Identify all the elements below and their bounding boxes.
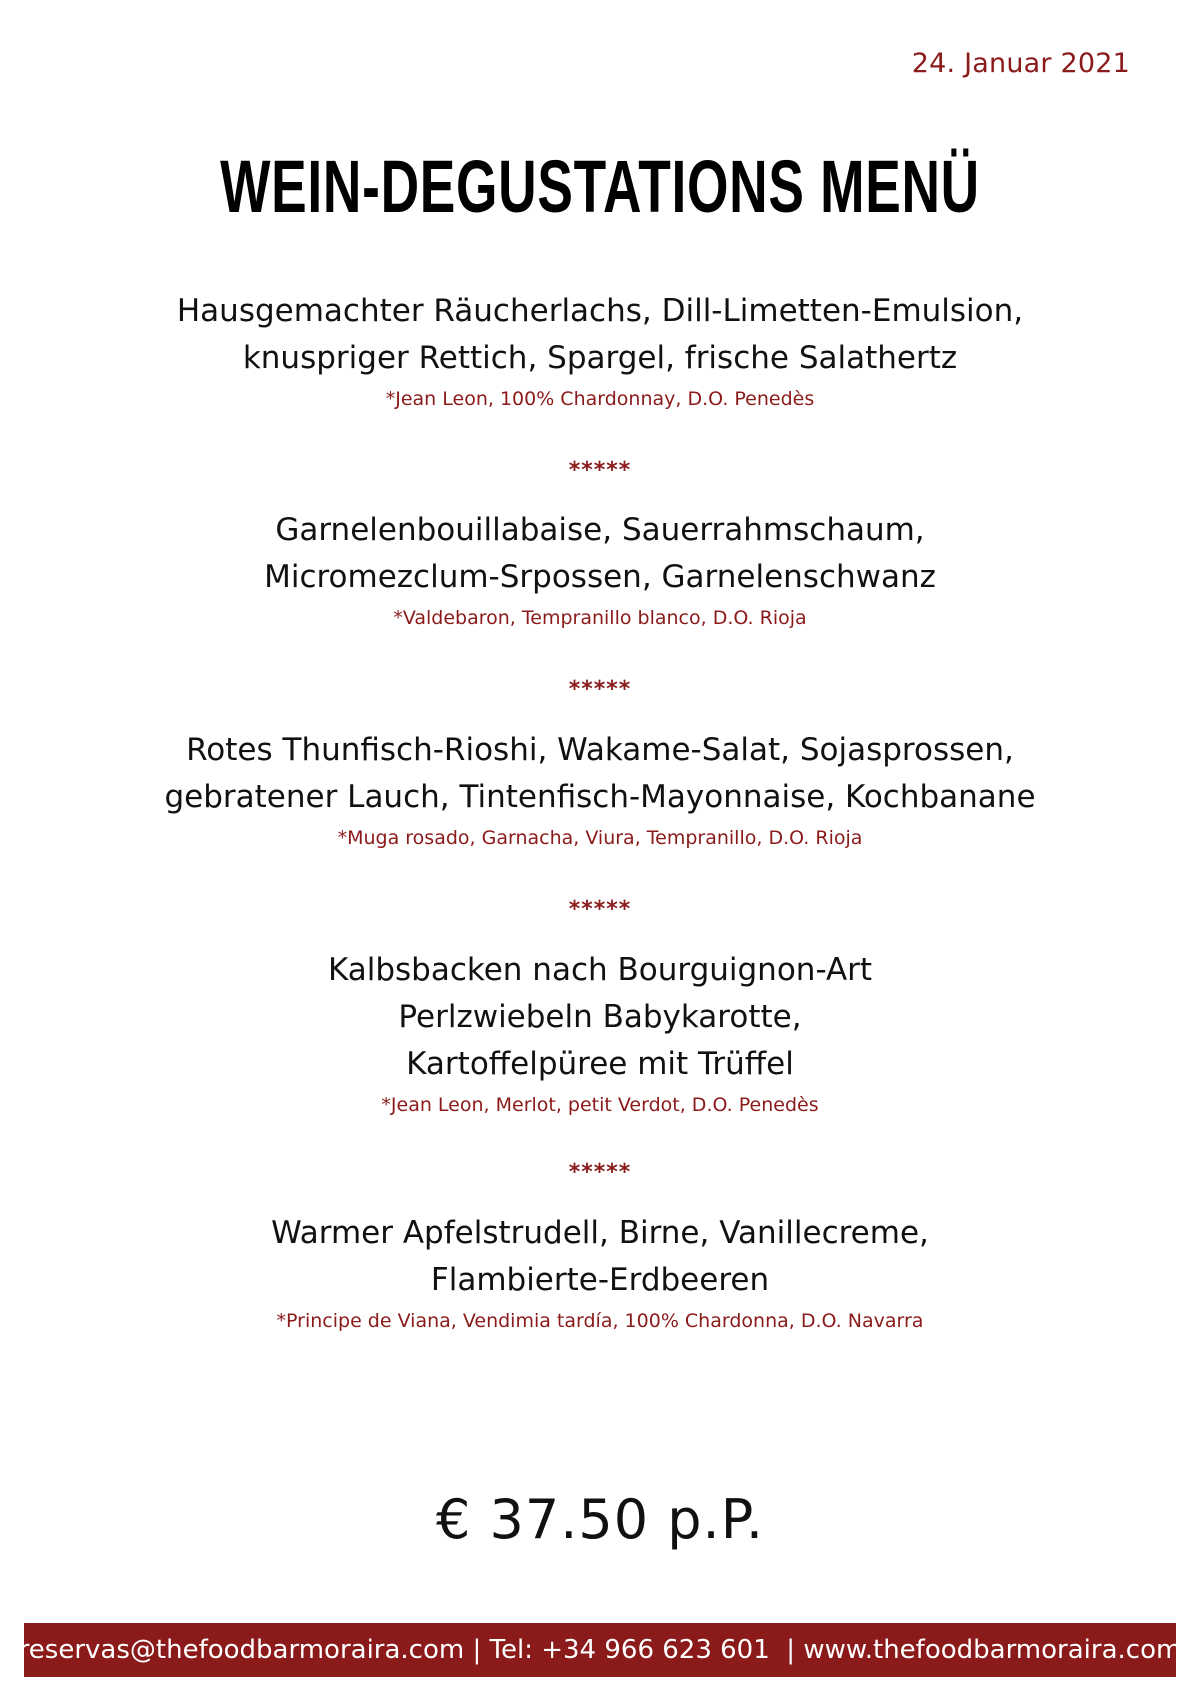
course-1 [0,288,1200,410]
dish-line: Perlzwiebeln Babykarotte, [398,999,802,1035]
website-link[interactable]: www.thefoodbarmoraira.com [803,1635,1182,1665]
menu-price: € 37.50 p.P. [435,1488,765,1551]
page-title: WEIN-DEGUSTATIONS MENÜ [220,145,980,228]
course-5 [0,1210,1200,1332]
footer-divider: | [769,1635,804,1665]
separator: ***** [568,1160,632,1185]
dish-line: Warmer Apfelstrudell, Birne, Vanillecreme, [271,1215,929,1251]
dish-line: Flambierte-Erdbeeren [430,1262,770,1298]
dish-line: knuspriger Rettich, Spargel, frische Salathertz [242,340,958,376]
email-link[interactable]: reservas@thefoodbarmoraira.com [18,1635,465,1665]
wine-pairing: *Valdebaron, Tempranillo blanco, D.O. Rioja [393,607,807,629]
menu-date: 24. Januar 2021 [911,48,1130,79]
separator: ***** [568,458,632,483]
separator: ***** [568,897,632,922]
course-4 [0,947,1200,1116]
dish-line: Garnelenbouillabaise, Sauerrahmschaum, [275,512,925,548]
course-3 [0,727,1200,849]
contact-footer [18,1623,1182,1677]
wine-pairing: *Muga rosado, Garnacha, Viura, Tempranillo, D.O. Rioja [337,827,863,849]
dish-line: Rotes Thunfisch-Rioshi, Wakame-Salat, Sojasprossen, [186,732,1014,768]
dish-line: Kalbsbacken nach Bourguignon-Art [327,952,873,988]
separator: ***** [568,677,632,702]
wine-pairing: *Jean Leon, 100% Chardonnay, D.O. Penedès [385,388,815,410]
dish-line: gebratener Lauch, Tintenfisch-Mayonnaise, Kochbanane [164,779,1036,815]
dish-line: Micromezclum-Srpossen, Garnelenschwanz [264,559,936,595]
wine-pairing: *Principe de Viana, Vendimia tardía, 100% Chardonna, D.O. Navarra [276,1310,924,1332]
course-2 [0,507,1200,629]
dish-line: Kartoffelpüree mit Trüffel [406,1046,794,1082]
phone-link[interactable]: Tel: +34 966 623 601 [489,1635,770,1665]
wine-pairing: *Jean Leon, Merlot, petit Verdot, D.O. Penedès [381,1094,819,1116]
footer-divider: | [464,1635,490,1665]
dish-line: Hausgemachter Räucherlachs, Dill-Limetten-Emulsion, [176,293,1024,329]
